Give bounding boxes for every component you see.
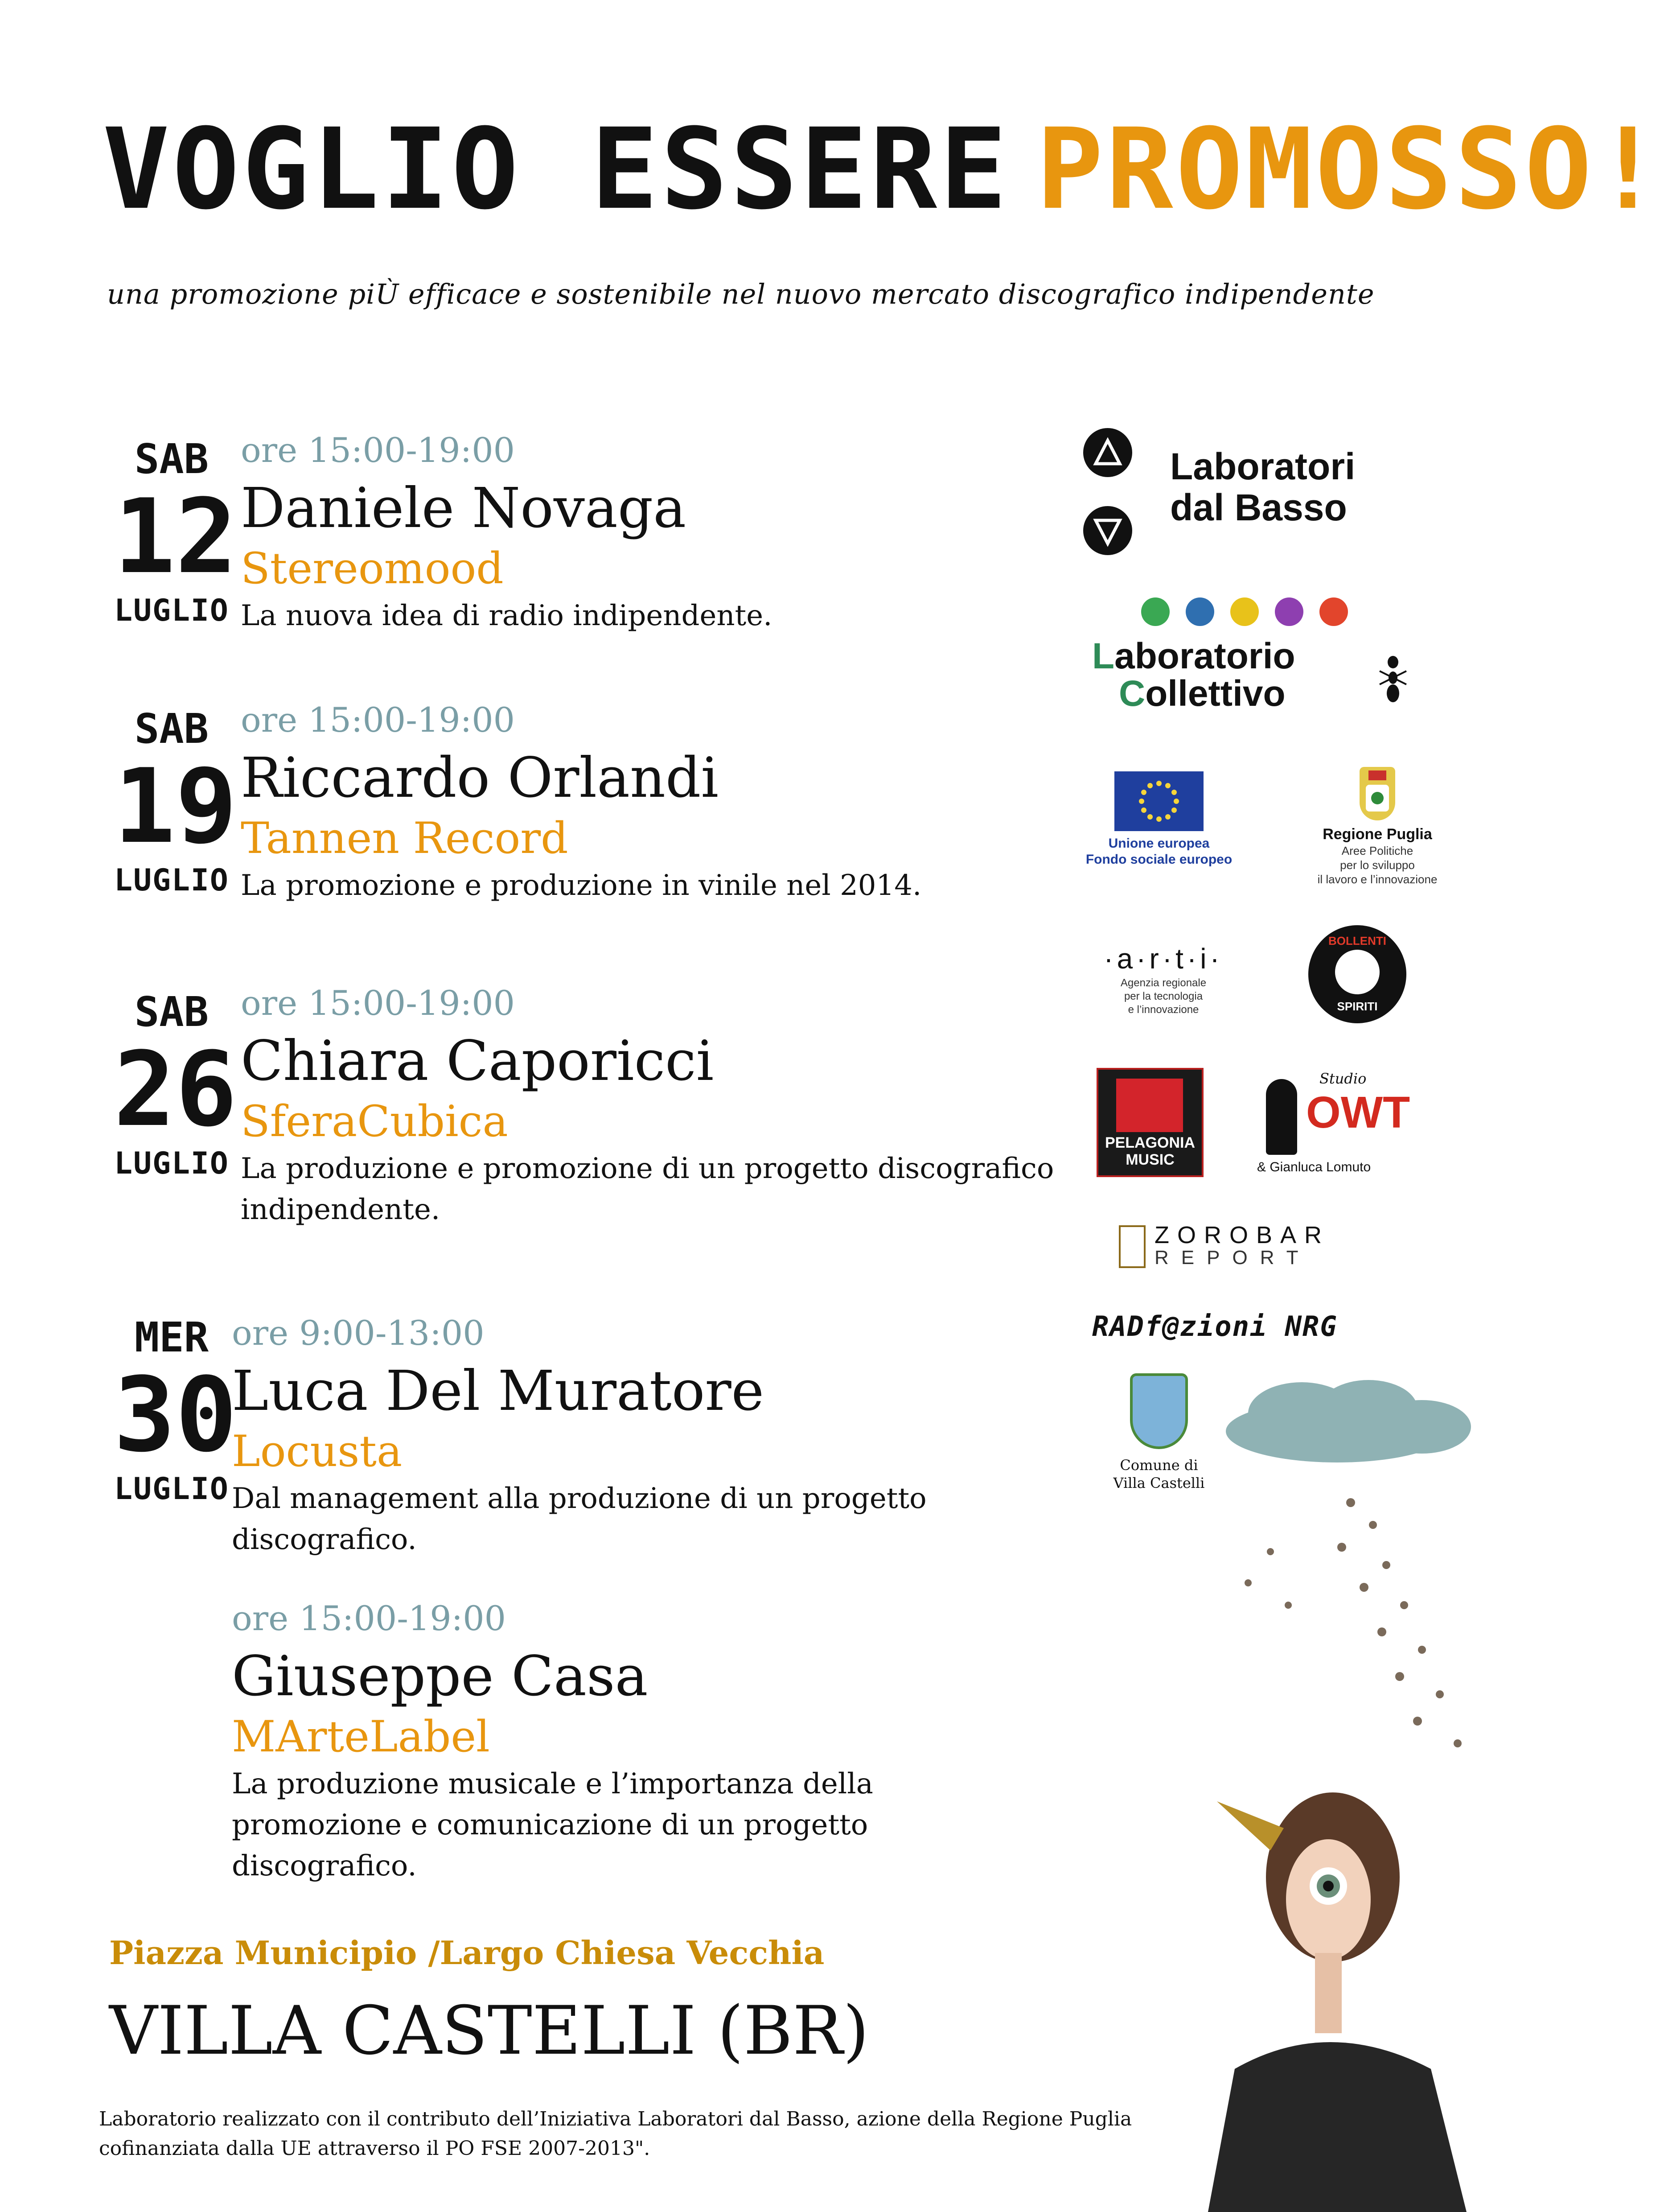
- title-part-1: VOGLIO ESSERE: [103, 104, 1010, 234]
- event-day: 12: [114, 478, 237, 597]
- puglia-crest-icon: [1360, 767, 1395, 820]
- logo-pelagonia-music: [1097, 1068, 1204, 1177]
- arti-word: ·a·r·t·i·: [1104, 943, 1223, 975]
- event-content: [241, 426, 1070, 636]
- logo-bollenti-spiriti: [1308, 925, 1406, 1023]
- event-content: [241, 696, 1070, 906]
- bollenti-top: BOLLENTI: [1328, 934, 1386, 947]
- comune-line-2: Villa Castelli: [1113, 1475, 1205, 1491]
- triangle-up-icon: [1083, 428, 1132, 477]
- event-speaker: Riccardo Orlandi: [241, 746, 719, 810]
- event-date: [114, 435, 237, 631]
- event-time: ore 15:00-19:00: [232, 1598, 506, 1638]
- film-icon: [1186, 597, 1214, 626]
- collettivo-letter-c: C: [1119, 673, 1146, 714]
- zorobar-mark-icon: [1119, 1225, 1146, 1268]
- collettivo-text: [1092, 638, 1295, 713]
- event-description: La nuova idea di radio indipendente.: [241, 599, 772, 632]
- event-month: LUGLIO: [114, 1146, 229, 1181]
- woman-figure-icon: [1208, 1792, 1467, 2212]
- figure-icon: [1266, 1079, 1297, 1155]
- puglia-line-2: per lo sviluppo: [1340, 858, 1415, 872]
- event-content: [232, 1309, 1061, 1560]
- eu-text: [1074, 836, 1244, 868]
- venue-place: Piazza Municipio /Largo Chiesa Vecchia: [109, 1934, 825, 1972]
- event-2: [114, 696, 1072, 945]
- arti-line-2: per la tecnologia: [1124, 990, 1203, 1002]
- poster-title: [103, 96, 1664, 243]
- event-time: ore 15:00-19:00: [241, 700, 515, 740]
- collettivo-line-2: ollettivo: [1145, 673, 1286, 714]
- pelagonia-line-2: MUSIC: [1126, 1151, 1175, 1168]
- zorobar-line-2: REPORT: [1155, 1247, 1311, 1269]
- event-date: [114, 1313, 237, 1509]
- logo-regione-puglia: [1284, 767, 1471, 892]
- comune-line-1: Comune di: [1120, 1457, 1198, 1474]
- event-speaker: Daniele Novaga: [241, 476, 686, 540]
- puglia-title: Regione Puglia: [1323, 826, 1432, 843]
- logo-radfazioni: RADf@zioni NRG: [1092, 1310, 1338, 1343]
- event-speaker: Luca Del Muratore: [232, 1359, 764, 1423]
- logo-laboratorio-collettivo: [1092, 597, 1413, 722]
- pelagonia-text: [1098, 1134, 1202, 1168]
- illustration-cloud-woman: [1181, 1373, 1564, 2212]
- event-label: Stereomood: [241, 544, 504, 593]
- eu-line-2: Fondo sociale europeo: [1085, 852, 1233, 867]
- face-icon: [1335, 950, 1380, 994]
- cloud-icon: [1226, 1380, 1471, 1462]
- poster-subtitle: una promozione piÙ efficace e sostenibile nel nuovo mercato discografico indipendente: [107, 278, 1375, 310]
- event-weekday: SAB: [134, 988, 209, 1036]
- zorobar-line-1: ZOROBAR: [1155, 1222, 1330, 1248]
- falling-notes-icon: [1245, 1498, 1462, 1747]
- owt-mark: OWT: [1306, 1087, 1410, 1137]
- footer-note: Laboratorio realizzato con il contributo dell’Iniziativa Laboratori dal Basso, azione della Regione Puglia cofinanziata dalla UE attraverso il PO FSE 2007-2013".: [99, 2108, 1132, 2160]
- event-time: ore 15:00-19:00: [241, 430, 515, 470]
- event-time: ore 15:00-19:00: [241, 983, 515, 1023]
- event-1: [114, 426, 1072, 649]
- event-label: Tannen Record: [241, 813, 568, 863]
- event-day: 19: [114, 747, 237, 866]
- collettivo-letter-l: L: [1092, 636, 1115, 676]
- event-weekday: MER: [134, 1314, 209, 1361]
- collettivo-line-1: aboratorio: [1114, 636, 1295, 676]
- event-month: LUGLIO: [114, 1471, 229, 1507]
- logo-studio-owt: [1253, 1070, 1409, 1182]
- bollenti-bottom: SPIRITI: [1337, 1000, 1378, 1013]
- event-4: [114, 1309, 1072, 1558]
- event-label: SferaCubica: [241, 1096, 508, 1146]
- comune-crest-icon: [1130, 1373, 1188, 1449]
- owt-studio: Studio: [1319, 1070, 1367, 1087]
- pelagonia-mark-icon: [1116, 1079, 1183, 1132]
- logo-laboratori-dal-basso: [1079, 426, 1417, 560]
- event-3: [114, 979, 1072, 1228]
- arti-line-3: e l’innovazione: [1128, 1004, 1199, 1016]
- event-description: Dal management alla produzione di un progetto discografico.: [232, 1482, 927, 1556]
- ant-icon: [1377, 651, 1409, 704]
- puglia-line-3: il lavoro e l’innovazione: [1317, 873, 1438, 886]
- event-description: La produzione e promozione di un progetto discografico indipendente.: [241, 1152, 1054, 1226]
- title-part-2: PROMOSSO!: [1036, 104, 1664, 234]
- logo-zorobar-report: [1114, 1222, 1364, 1275]
- palette-icon: [1275, 597, 1303, 626]
- owt-name: & Gianluca Lomuto: [1257, 1160, 1371, 1174]
- camera-icon: [1319, 597, 1348, 626]
- arti-line-1: Agenzia regionale: [1120, 977, 1207, 989]
- music-icon: [1141, 597, 1170, 626]
- event-description: La promozione e produzione in vinile nel 2014.: [241, 869, 922, 902]
- event-day: 30: [114, 1356, 237, 1475]
- event-month: LUGLIO: [114, 863, 229, 898]
- event-weekday: SAB: [134, 435, 209, 483]
- pelagonia-line-1: PELAGONIA: [1105, 1134, 1196, 1151]
- logo-unione-europea: [1074, 771, 1244, 887]
- eu-flag-icon: [1114, 771, 1204, 831]
- event-month: LUGLIO: [114, 593, 229, 628]
- event-date: [114, 988, 237, 1184]
- venue-city: VILLA CASTELLI (BR): [109, 1992, 869, 2070]
- event-date: [114, 704, 237, 901]
- eu-line-1: Unione europea: [1108, 836, 1210, 851]
- event-day: 26: [114, 1030, 237, 1149]
- triangle-down-icon: [1083, 506, 1132, 555]
- event-5: [114, 1594, 1072, 1882]
- book-icon: [1230, 597, 1259, 626]
- laboratori-text: [1170, 446, 1355, 528]
- event-speaker: Giuseppe Casa: [232, 1644, 648, 1709]
- event-content: [241, 979, 1070, 1230]
- event-weekday: SAB: [134, 705, 209, 753]
- event-content: [232, 1594, 900, 1887]
- event-description: La produzione musicale e l’importanza della promozione e comunicazione di un progetto discografico.: [232, 1767, 873, 1882]
- laboratori-line-2: dal Basso: [1170, 486, 1347, 528]
- event-speaker: Chiara Caporicci: [241, 1029, 714, 1093]
- event-label: Locusta: [232, 1426, 403, 1476]
- event-label: MArteLabel: [232, 1712, 490, 1762]
- event-time: ore 9:00-13:00: [232, 1313, 485, 1353]
- logo-arti: [1079, 941, 1248, 1030]
- puglia-line-1: Aree Politiche: [1341, 844, 1413, 857]
- laboratori-line-1: Laboratori: [1170, 445, 1356, 487]
